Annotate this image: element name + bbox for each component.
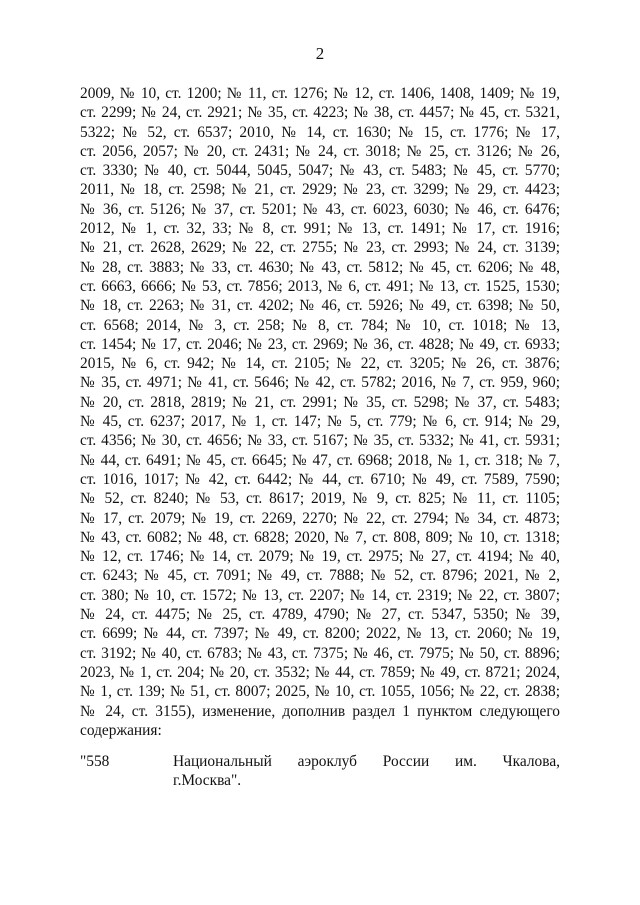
paragraph-line: 2009, № 10, ст. 1200; № 11, ст. 1276; № 12, ст. 1406, 1408, 1409; № 19, [80,85,560,102]
paragraph-line: № 1, ст. 139; № 51, ст. 8007; 2025, № 10, ст. 1055, 1056; № 22, ст. 2838; [80,683,560,701]
paragraph-line: ст. 6568; 2014, № 3, ст. 258; № 8, ст. 784; № 10, ст. 1018; № 13, [80,316,560,334]
paragraph-line: 5322; № 52, ст. 6537; 2010, № 14, ст. 1630; № 15, ст. 1776; № 17, [80,123,560,141]
paragraph-line: № 18, ст. 2263; № 31, ст. 4202; № 46, ст. 5926; № 49, ст. 6398; № 50, [80,297,560,315]
paragraph-line: № 36, ст. 5126; № 37, ст. 5201; № 43, ст. 6023, 6030; № 46, ст. 6476; [80,200,560,218]
paragraph-line: 2012, № 1, ст. 32, 33; № 8, ст. 991; № 13, ст. 1491; № 17, ст. 1916; [80,220,560,238]
paragraph-line: ст. 6663, 6666; № 53, ст. 7856; 2013, № 6, ст. 491; № 13, ст. 1525, 1530; [80,277,560,295]
paragraph-line: ст. 4356; № 30, ст. 4656; № 33, ст. 5167; № 35, ст. 5332; № 41, ст. 5931; [80,432,560,450]
paragraph-line: ст. 1016, 1017; № 42, ст. 6442; № 44, ст. 6710; № 49, ст. 7589, 7590; [80,470,560,488]
paragraph-line: № 21, ст. 2628, 2629; № 22, ст. 2755; № 23, ст. 2993; № 24, ст. 3139; [80,239,560,257]
paragraph-line: ст. 1454; № 17, ст. 2046; № 23, ст. 2969; № 36, ст. 4828; № 49, ст. 6933; [80,335,560,353]
paragraph-line: 2011, № 18, ст. 2598; № 21, ст. 2929; № 23, ст. 3299; № 29, ст. 4423; [80,181,560,199]
paragraph-line: № 35, ст. 4971; № 41, ст. 5646; № 42, ст. 5782; 2016, № 7, ст. 959, 960; [80,374,560,392]
paragraph-line: ст. 380; № 10, ст. 1572; № 13, ст. 2207; № 14, ст. 2319; № 22, ст. 3807; [80,586,560,604]
paragraph-line: ст. 6243; № 45, ст. 7091; № 49, ст. 7888; № 52, ст. 8796; 2021, № 2, [80,567,560,585]
paragraph-line: ст. 6699; № 44, ст. 7397; № 49, ст. 8200; 2022, № 13, ст. 2060; № 19, [80,625,560,643]
paragraph-line: 2023, № 1, ст. 204; № 20, ст. 3532; № 44, ст. 7859; № 49, ст. 8721; 2024, [80,663,560,681]
paragraph-line: № 17, ст. 2079; № 19, ст. 2269, 2270; № 22, ст. 2794; № 34, ст. 4873; [80,509,560,527]
paragraph-line: № 12, ст. 1746; № 14, ст. 2079; № 19, ст. 2975; № 27, ст. 4194; № 40, [80,548,560,566]
paragraph-line: № 44, ст. 6491; № 45, ст. 6645; № 47, ст. 6968; 2018, № 1, ст. 318; № 7, [80,451,560,469]
paragraph-line: № 24, ст. 4475; № 25, ст. 4789, 4790; № 27, ст. 5347, 5350; № 39, [80,606,560,624]
entry-number: "558 [80,753,110,770]
paragraph-line: № 20, ст. 2818, 2819; № 21, ст. 2991; № 35, ст. 5298; № 37, ст. 5483; [80,393,560,411]
paragraph-line: № 28, ст. 3883; № 33, ст. 4630; № 43, ст. 5812; № 45, ст. 6206; № 48, [80,258,560,276]
entry-text [173,752,560,791]
paragraph-line: 2015, № 6, ст. 942; № 14, ст. 2105; № 22, ст. 3205; № 26, ст. 3876; [80,355,560,373]
paragraph-line: ст. 3330; № 40, ст. 5044, 5045, 5047; № 43, ст. 5483; № 45, ст. 5770; [80,162,560,180]
paragraph-line: № 43, ст. 6082; № 48, ст. 6828; 2020, № 7, ст. 808, 809; № 10, ст. 1318; [80,528,560,546]
page-number: 2 [315,44,325,63]
paragraph-line: ст. 2056, 2057; № 20, ст. 2431; № 24, ст. 3018; № 25, ст. 3126; № 26, [80,142,560,160]
paragraph-line: ст. 3192; № 40, ст. 6783; № 43, ст. 7375; № 46, ст. 7975; № 50, ст. 8896; [80,644,560,662]
entry-text-line: г.Москва". [173,772,242,790]
paragraph-line: ст. 2299; № 24, ст. 2921; № 35, ст. 4223; № 38, ст. 4457; № 45, ст. 5321, [80,104,560,122]
body-paragraph [80,84,560,740]
paragraph-line: № 45, ст. 6237; 2017, № 1, ст. 147; № 5, ст. 779; № 6, ст. 914; № 29, [80,413,560,431]
paragraph-line: содержания: [80,721,162,739]
entry-text-line: Национальный аэроклуб России им. Чкалова, [173,753,560,770]
paragraph-line: № 24, ст. 3155), изменение, дополнив раздел 1 пунктом следующего [80,702,560,720]
paragraph-line: № 52, ст. 8240; № 53, ст. 8617; 2019, № 9, ст. 825; № 11, ст. 1105; [80,490,560,508]
